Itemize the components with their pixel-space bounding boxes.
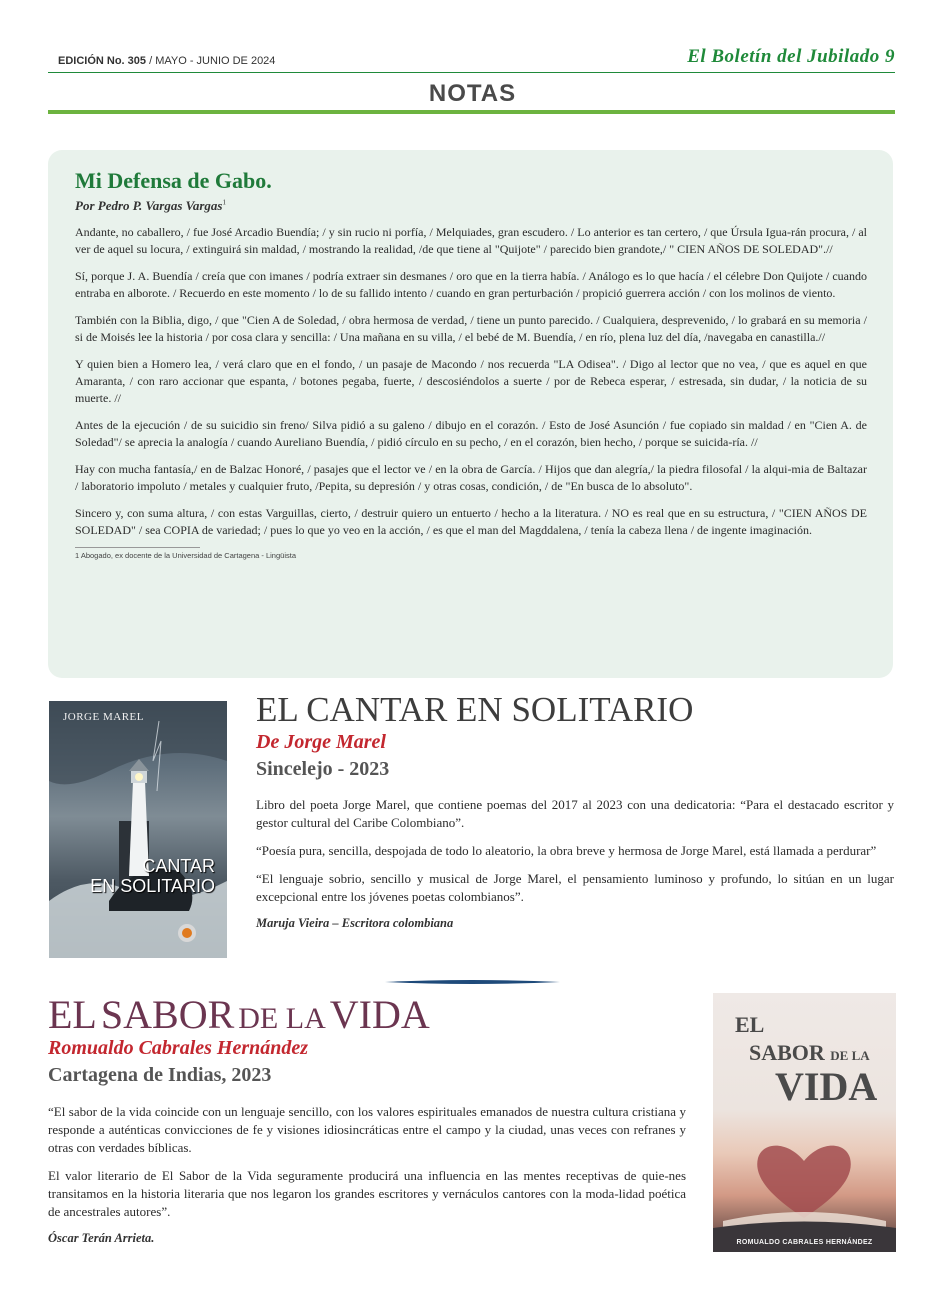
book2-signature: Óscar Terán Arrieta. [48,1231,155,1245]
cover-title-line1: CANTAR [142,856,215,876]
article-paragraph: Hay con mucha fantasía,/ en de Balzac Honoré, / pasajes que el lector ve / en la obra de García. / Hijos que dan alegría,/ la piedra filosofal / la alqui-mia de Baltazar / laboratorio impoluto / metales y cualquier fruto, /Pepita, su depresión / y otras cosas, condición, / de "En busca de lo absoluto". [75,462,867,493]
book-cover-cantar [49,701,227,958]
author-footnote-mark: 1 [222,198,226,207]
footnote: 1 Abogado, ex docente de la Universidad de Cartagena - Lingüista [75,551,296,560]
article-paragraph: Antes de la ejecución / de su suicidio sin freno/ Silva pidió a su galeno / dibujo en el corazón. / Esto de José Asunción / fue copiado sin maldad / en "Cien A. de Soledad"/ se aprecia la analogía / cuando Aureliano Buendía, / pidió círculo en su pecho, / en el corazón, bien hecho, / porque se suicida-ría. // [75,418,867,449]
article-paragraph: Y quien bien a Homero lea, / verá claro que en el fondo, / un pasaje de Macondo / nos recuerda "LA Odisea". / Digo al lector que no vea, / que es aquel en que Amaranta, / con raro accionar que espanta, / botones pegaba, fuerte, / descosiéndolos a suerte / por de Rebeca esperar, / estresada, sin dudar, / la noticia de su muerte. // [75,357,867,405]
edition-date: / MAYO - JUNIO DE 2024 [146,55,276,67]
article-box [48,150,893,678]
book2-place-year: Cartagena de Indias, 2023 [48,1064,272,1086]
section-title: NOTAS [428,80,517,107]
article-paragraph: Sí, porque J. A. Buendía / creía que con imanes / podría extraer sin desmanes / oro que en la tierra había. / Análogo es lo que hacía / el célebre Don Quijote / cuando entraba en alborote. / Recuerdo en este momento / lo de su fallido intento / cuando en gran perturbación / propició guerrera acción / con los molinos de viento. [75,269,867,300]
edition-number: EDICIÓN No. 305 [58,55,147,67]
section-divider [385,979,560,985]
book1-title: EL CANTAR EN SOLITARIO [256,690,694,729]
book1-paragraph: Libro del poeta Jorge Marel, que contiene poemas del 2017 al 2023 con una dedicatoria: “Para el destacado escritor y gestor cultural del Caribe Colombiano”. [256,797,894,830]
book-cover-sabor [713,993,896,1252]
book2-title-dela: DE LA [238,1002,326,1035]
footnote-rule [75,547,200,548]
cover2-line1: EL [735,1012,765,1037]
book2-paragraph: El valor literario de El Sabor de la Vida seguramente producirá una influencia en las mentes receptivas de quie-nes transitamos en la historia literaria que nos legaron los grandes escritores y vernáculos cantores con la moda-lidad poética de ancestrales autores”. [48,1168,686,1219]
cover2-line3: VIDA [775,1064,878,1109]
book2-title-sabor: SABOR [100,992,235,1037]
book2-author: Romualdo Cabrales Hernández [48,1037,309,1059]
book1-signature: Maruja Vieira – Escritora colombiana [256,916,454,930]
book1-paragraph: “El lenguaje sobrio, sencillo y musical de Jorge Marel, el pensamiento luminoso y profundo, lo sitúan en un lugar excepcional entre los jóvenes poetas colombianos”. [256,871,894,904]
article-paragraph: Sincero y, con suma altura, / con estas Varguillas, cierto, / destruir quiero un entuerto / hecho a la literatura. / NO es real que en su estructura, / "CIEN AÑOS DE SOLEDAD" / sea COPIA de variedad; / pues lo que yo veo en la acción, / es que el man del Magddalena, / tenía la cabeza llena / de ingente imaginación. [75,506,867,537]
book1-review [256,796,894,931]
header-rule [48,72,895,73]
page-number: 9 [885,46,895,67]
book2-title-el: EL [48,992,97,1037]
cover-author: JORGE MAREL [63,711,144,723]
article-author [75,198,867,214]
cover-title [90,856,215,896]
article-title: Mi Defensa de Gabo. [75,168,272,193]
cover2-dela: DE LA [830,1048,870,1063]
book2-title-vida: VIDA [329,992,430,1037]
book2-paragraph: “El sabor de la vida coincide con un lenguaje sencillo, con los valores espirituales emanados de nuestra cultura cristiana y responde a auténticas convicciones de fe y visiones idiosincráticas entre el campo y la ciudad, unas veces con refranes y otras con verdades bíblicas. [48,1104,686,1155]
book1-paragraph: “Poesía pura, sencilla, despojada de todo lo aleatorio, la obra breve y hermosa de Jorge Marel, está llamada a perdurar” [256,843,877,858]
article-author-name: Por Pedro P. Vargas Vargas [75,198,223,213]
book2-review [48,1103,686,1246]
cover-title-line2: EN SOLITARIO [90,876,215,896]
publication-header [687,46,895,68]
cover2-author: ROMUALDO CABRALES HERNÁNDEZ [736,1239,873,1246]
article-paragraph: También con la Biblia, digo, / que "Cien A de Soledad, / obra hermosa de verdad, / tiene un punto parecido. / Cualquiera, desprevenido, / lo grabará en su memoria / si de Moisés lee la historia / por cosa clara y sencilla: / Una mañana en su villa, / el bebé de M. Buendía, / en río, plena luz del día, /navegaba en canastilla.// [75,313,867,344]
cover2-sabor: SABOR [749,1040,825,1065]
lighthouse-illustration [49,701,227,958]
edition-info [58,55,275,67]
publication-name: El Boletín del Jubilado [687,46,880,67]
article-content [75,168,867,560]
book1-author: De Jorge Marel [256,731,386,753]
section-rule [48,110,895,114]
book1-place-year: Sincelejo - 2023 [256,758,390,780]
article-paragraph: Andante, no caballero, / fue José Arcadio Buendía; / y sin rucio ni porfía, / Melquiades, gran escudero. / Lo anterior es tan certero, / que Úrsula Igua-rán procura, / al ver de aquel su locura, / extinguirá sin maldad, / mostrando la realidad, /de que tiene al "Quijote" / parecido bien grandote,/ " CIEN AÑOS DE SOLEDAD".// [75,225,867,256]
